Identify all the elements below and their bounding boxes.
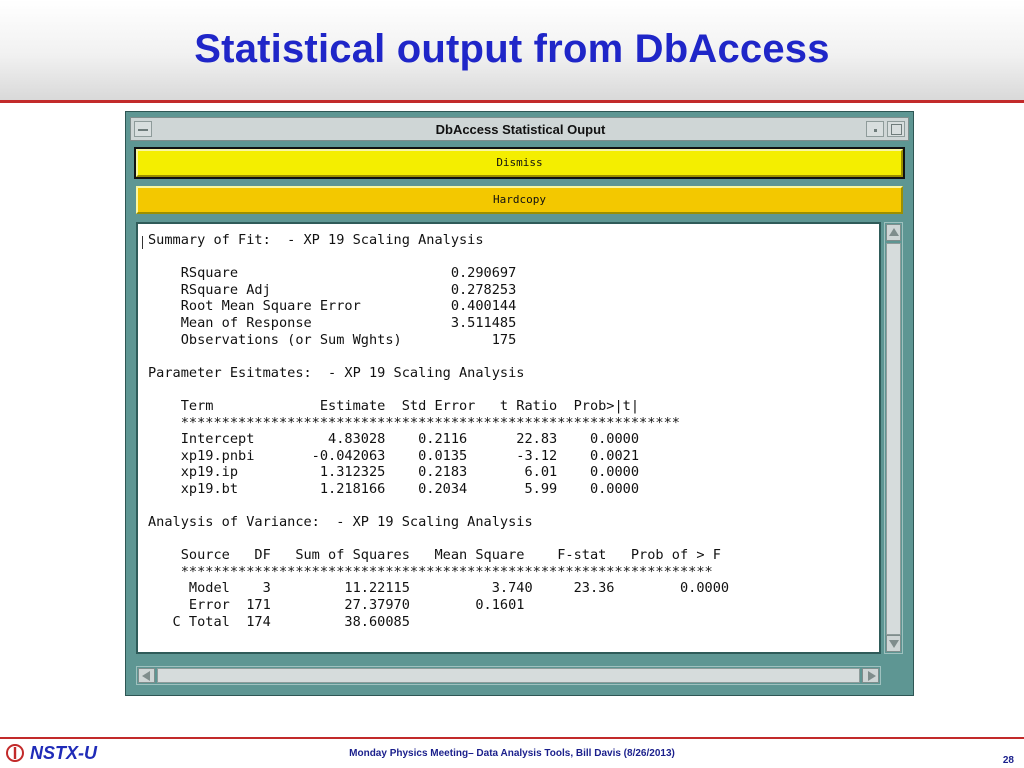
summary-line: Root Mean Square Error 0.400144 <box>148 298 517 315</box>
report-text <box>138 224 879 630</box>
page-number: 28 <box>1002 755 1014 766</box>
anova-row: Model 3 11.22115 3.740 23.36 0.0000 <box>148 580 730 597</box>
summary-line: RSquare 0.290697 <box>148 265 517 282</box>
anova-row: Error 171 27.37970 0.1601 <box>148 597 525 614</box>
footer-logo-text: NSTX-U <box>30 742 97 763</box>
scroll-right-icon[interactable] <box>862 668 879 683</box>
params-heading: Parameter Esitmates: - XP 19 Scaling Analysis <box>148 364 525 381</box>
summary-heading: Summary of Fit: - XP 19 Scaling Analysis <box>148 232 484 248</box>
scroll-down-icon[interactable] <box>886 635 901 652</box>
summary-line: RSquare Adj 0.278253 <box>148 281 517 298</box>
params-row: xp19.bt 1.218166 0.2034 5.99 0.0000 <box>148 480 640 497</box>
scroll-up-icon[interactable] <box>886 224 901 241</box>
window-title: DbAccess Statistical Ouput <box>435 122 606 137</box>
params-stars: ************************************************************* <box>148 414 680 431</box>
summary-line: Observations (or Sum Wghts) 175 <box>148 331 517 348</box>
anova-stars: ***************************************************************** <box>148 563 713 580</box>
params-row: xp19.ip 1.312325 0.2183 6.01 0.0000 <box>148 464 640 481</box>
params-header: Term Estimate Std Error t Ratio Prob>|t| <box>148 397 640 414</box>
footer-rule <box>0 737 1024 739</box>
window-titlebar[interactable] <box>130 117 909 141</box>
footer-text: Monday Physics Meeting– Data Analysis Tools, Bill Davis (8/26/2013) <box>349 748 675 759</box>
scroll-left-icon[interactable] <box>138 668 155 683</box>
vertical-scroll-thumb[interactable] <box>886 243 901 635</box>
maximize-icon[interactable] <box>887 121 905 137</box>
params-row: Intercept 4.83028 0.2116 22.83 0.0000 <box>148 431 640 448</box>
window-body <box>132 144 907 689</box>
horizontal-scrollbar[interactable] <box>136 666 881 685</box>
anova-header: Source DF Sum of Squares Mean Square F-stat Prob of > F <box>148 547 721 564</box>
summary-line: Mean of Response 3.511485 <box>148 314 517 331</box>
dbaccess-window <box>125 111 914 696</box>
header-rule <box>0 100 1024 103</box>
horizontal-scroll-thumb[interactable] <box>157 668 860 683</box>
anova-heading: Analysis of Variance: - XP 19 Scaling Analysis <box>148 514 533 531</box>
hardcopy-button[interactable]: Hardcopy <box>136 186 903 214</box>
anova-row: C Total 174 38.60085 <box>148 613 410 630</box>
report-text-area[interactable] <box>136 222 881 654</box>
params-row: xp19.pnbi -0.042063 0.0135 -3.12 0.0021 <box>148 447 640 464</box>
minimize-icon[interactable] <box>866 121 884 137</box>
text-cursor <box>142 236 143 249</box>
slide-title: Statistical output from DbAccess <box>194 27 830 71</box>
slide-header <box>0 0 1024 100</box>
dismiss-button[interactable]: Dismiss <box>136 149 903 177</box>
vertical-scrollbar[interactable] <box>884 222 903 654</box>
